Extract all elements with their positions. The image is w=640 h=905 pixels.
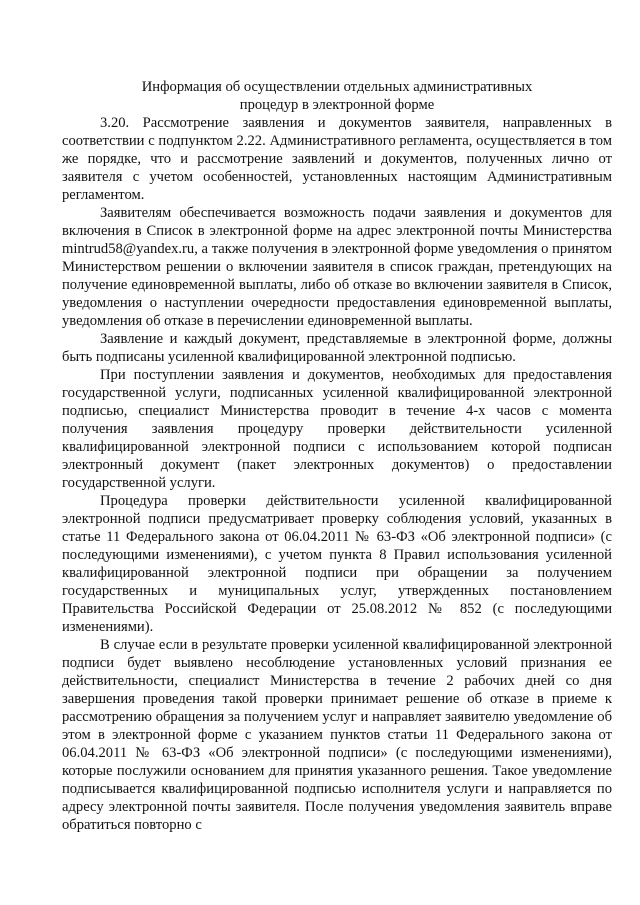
paragraph-signature-requirement: Заявление и каждый документ, представляемые в электронной форме, должны быть подписаны усиленной квалифицированной электронной подписью. bbox=[62, 331, 612, 365]
paragraph-3-20: 3.20. Рассмотрение заявления и документов заявителя, направленных в соответствии с подпунктом 2.22. Административного регламента, осуществляется в том же порядке, что и рассмотрение заявлений и документов, полученных лично от заявителя с учетом особенностей, установленных настоящим Административным регламентом. bbox=[62, 115, 612, 203]
paragraph-electronic-submission: Заявителям обеспечивается возможность подачи заявления и документов для включения в Список в электронной форме на адрес электронной почты Министерства mintrud58@yandex.ru, а также получения в электронной форме уведомления о принятом Министерством решении о включении заявителя в список граждан, претендующих на получение единовременной выплаты, либо об отказе во включении заявителя в Список, уведомления о наступлении очередности предоставления единовременной выплаты, уведомления об отказе в перечислении единовременной выплаты. bbox=[62, 205, 612, 329]
document-title-line-1: Информация об осуществлении отдельных административных bbox=[141, 79, 533, 95]
document-title-line-2: процедур в электронной форме bbox=[239, 97, 435, 113]
paragraph-refusal-case: В случае если в результате проверки усиленной квалифицированной электронной подписи будет выявлено несоблюдение установленных условий признания ее действительности, специалист Министерства в течение 2 рабочих дней со дня завершения проведения такой проверки принимает решение об отказе в приеме к рассмотрению обращения за получением услуг и направляет заявителю уведомление об этом в электронной форме с указанием пунктов статьи 11 Федерального закона от 06.04.2011 № 63-ФЗ «Об электронной подписи» (с последующими изменениями), которые послужили основанием для принятия указанного решения. Такое уведомление подписывается квалифицированной подписью исполнителя услуги и направляется по адресу электронной почты заявителя. После получения уведомления заявитель вправе обратиться повторно с bbox=[62, 637, 612, 833]
paragraph-verification-procedure: Процедура проверки действительности усиленной квалифицированной электронной подписи предусматривает проверку соблюдения условий, указанных в статье 11 Федерального закона от 06.04.2011 № 63-ФЗ «Об электронной подписи» (с последующими изменениями), с учетом пункта 8 Правил использования усиленной квалифицированной электронной подписи при обращении за получением государственных и муниципальных услуг, утвержденных постановлением Правительства Российской Федерации от 25.08.2012 № 852 (с последующими изменениями). bbox=[62, 493, 612, 635]
paragraph-signature-verification: При поступлении заявления и документов, необходимых для предоставления государственной услуги, подписанных усиленной квалифицированной электронной подписью, специалист Министерства проводит в течение 4-х часов с момента получения заявления процедуру проверки действительности усиленной квалифицированной электронной подписи с использованием которой подписан электронный документ (пакет электронных документов) о предоставлении государственной услуги. bbox=[62, 367, 612, 491]
document-title bbox=[62, 78, 612, 114]
